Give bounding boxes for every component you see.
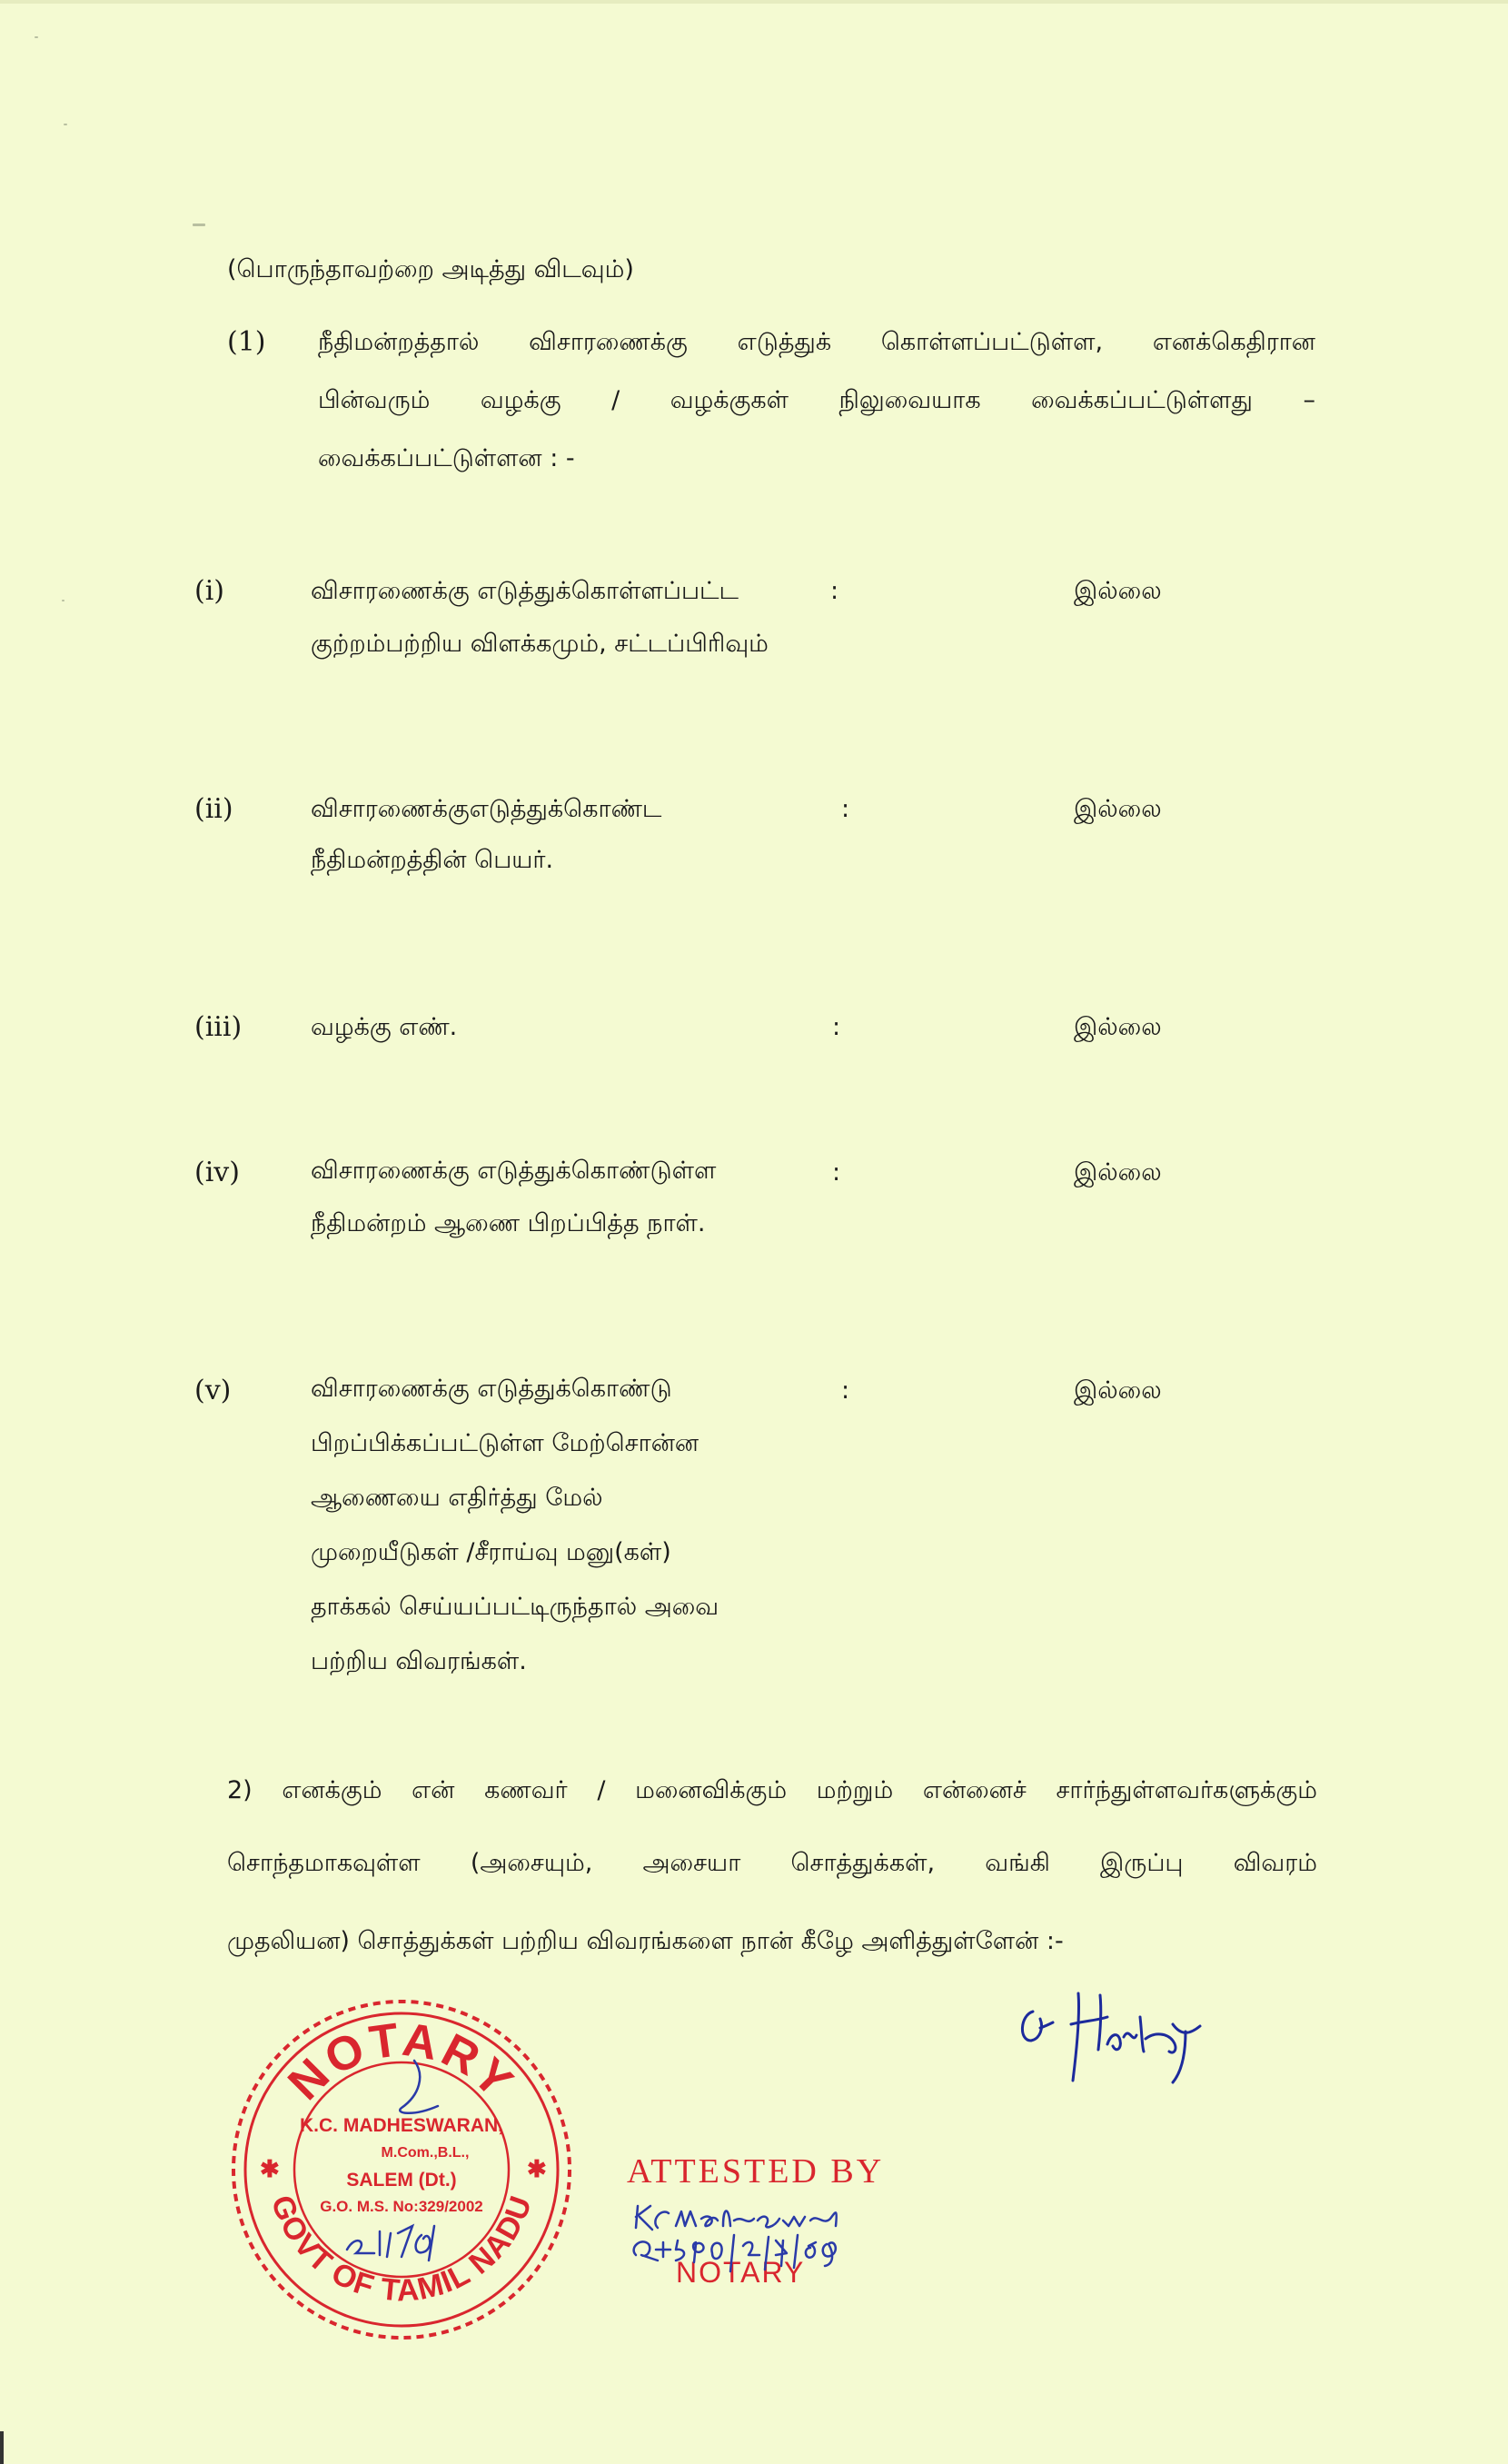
- svg-text:NOTARY: NOTARY: [676, 2256, 806, 2289]
- item-value: இல்லை: [1074, 1013, 1162, 1041]
- item-label-line: முறையீடுகள் /சீராய்வு மனு(கள்): [311, 1538, 671, 1566]
- item-value: இல்லை: [1074, 577, 1162, 605]
- item-label-line: தாக்கல் செய்யப்பட்டிருந்தால் அவை: [311, 1593, 719, 1621]
- item-label-line: குற்றம்பற்றிய விளக்கமும், சட்டப்பிரிவும்: [311, 630, 769, 658]
- item-label-line: ஆணையை எதிர்த்து மேல்: [311, 1484, 603, 1512]
- word: என்னைச்: [922, 1776, 1027, 1804]
- signature: [1013, 1981, 1222, 2090]
- strike-inapplicable-note: (பொருந்தாவற்றை அடித்து விடவும்): [227, 255, 634, 283]
- word: (அசையும்,: [470, 1849, 593, 1877]
- word: வழக்குகள்: [670, 386, 789, 414]
- svg-text:ATTESTED BY: ATTESTED BY: [627, 2153, 885, 2191]
- word: 2): [227, 1776, 253, 1804]
- item-label-line: விசாரணைக்குஎடுத்துக்கொண்ட: [311, 795, 662, 823]
- section-2-line-2: [227, 1848, 1317, 1879]
- word: எனக்கும்: [282, 1776, 382, 1804]
- item-colon: :: [832, 1013, 841, 1041]
- item-label-line: பற்றிய விவரங்கள்.: [311, 1647, 527, 1675]
- attested-by-block: [625, 2153, 970, 2290]
- word: சொத்துக்கள்,: [790, 1849, 936, 1877]
- item-colon: :: [841, 795, 850, 823]
- word: எனக்கெதிரான: [1152, 328, 1315, 356]
- item-colon: :: [832, 1158, 841, 1187]
- svg-text:NOTARY: NOTARY: [278, 2012, 525, 2111]
- word: மனைவிக்கும்: [635, 1776, 788, 1804]
- section-1-line-1: [318, 327, 1315, 358]
- svg-text:K.C. MADHESWARAN,: K.C. MADHESWARAN,: [300, 2115, 503, 2136]
- svg-text:✱: ✱: [260, 2155, 280, 2182]
- scan-speck: [35, 36, 38, 38]
- svg-text:✱: ✱: [527, 2155, 547, 2182]
- word: சார்ந்துள்ளவர்களுக்கும்: [1056, 1776, 1317, 1804]
- item-label-line: விசாரணைக்கு எடுத்துக்கொள்ளப்பட்ட: [311, 577, 739, 605]
- notary-seal: [220, 1988, 583, 2351]
- word: விசாரணைக்கு: [529, 328, 688, 356]
- svg-text:G.O. M.S. No:329/2002: G.O. M.S. No:329/2002: [320, 2198, 483, 2215]
- svg-text:M.Com.,B.L.,: M.Com.,B.L.,: [381, 2145, 470, 2161]
- word: பின்வரும்: [318, 386, 431, 414]
- word: வைக்கப்பட்டுள்ளது: [1031, 386, 1253, 414]
- item-label-line: விசாரணைக்கு எடுத்துக்கொண்டுள்ள: [311, 1157, 717, 1185]
- item-number: (v): [194, 1375, 232, 1406]
- word: /: [611, 386, 620, 414]
- item-label-line: வழக்கு எண்.: [311, 1013, 458, 1041]
- item-colon: :: [830, 577, 839, 605]
- svg-text:GOVT OF TAMIL NADU: GOVT OF TAMIL NADU: [263, 2191, 540, 2309]
- item-number: (iv): [194, 1157, 240, 1188]
- scan-speck: [62, 600, 64, 601]
- page-top-edge: [0, 0, 1508, 4]
- item-number: (iii): [194, 1011, 243, 1043]
- scan-speck: [193, 224, 205, 226]
- item-label-line: விசாரணைக்கு எடுத்துக்கொண்டு: [311, 1375, 672, 1403]
- scan-speck: [64, 124, 67, 125]
- scan-edge-mark: [0, 2431, 4, 2464]
- item-label-line: நீதிமன்றம் ஆணை பிறப்பித்த நாள்.: [311, 1209, 706, 1237]
- item-value: இல்லை: [1074, 795, 1162, 823]
- word: என்: [412, 1776, 455, 1804]
- svg-text:SALEM (Dt.): SALEM (Dt.): [346, 2170, 457, 2191]
- word: நீதிமன்றத்தால்: [318, 328, 480, 356]
- section-2-line-1: [227, 1775, 1317, 1806]
- word: சொந்தமாகவுள்ள: [227, 1849, 421, 1877]
- word: எடுத்துக்: [737, 328, 832, 356]
- item-number: (ii): [194, 793, 233, 825]
- section-1-number: (1): [227, 326, 266, 358]
- word: வங்கி: [985, 1849, 1050, 1877]
- item-label-line: பிறப்பிக்கப்பட்டுள்ள மேற்சொன்ன: [311, 1429, 699, 1457]
- word: –: [1303, 386, 1315, 414]
- word: இருப்பு: [1100, 1849, 1184, 1877]
- word: கணவர்: [484, 1776, 568, 1804]
- word: விவரம்: [1233, 1849, 1317, 1877]
- word: நிலுவையாக: [838, 386, 981, 414]
- item-value: இல்லை: [1074, 1158, 1162, 1187]
- item-label-line: நீதிமன்றத்தின் பெயர்.: [311, 846, 554, 874]
- word: மற்றும்: [816, 1776, 894, 1804]
- word: கொள்ளப்பட்டுள்ள,: [880, 328, 1104, 356]
- section-1-line-3: வைக்கப்பட்டுள்ளன : -: [318, 444, 575, 472]
- word: வழக்கு: [480, 386, 561, 414]
- section-2-line-3: முதலியன) சொத்துக்கள் பற்றிய விவரங்களை நான் கீழே அளித்துள்ளேன் :-: [227, 1927, 1064, 1955]
- word: /: [597, 1776, 606, 1804]
- item-number: (i): [194, 575, 225, 607]
- word: அசையா: [642, 1849, 741, 1877]
- item-colon: :: [841, 1376, 850, 1405]
- section-1-line-2: [318, 385, 1315, 416]
- item-value: இல்லை: [1074, 1376, 1162, 1405]
